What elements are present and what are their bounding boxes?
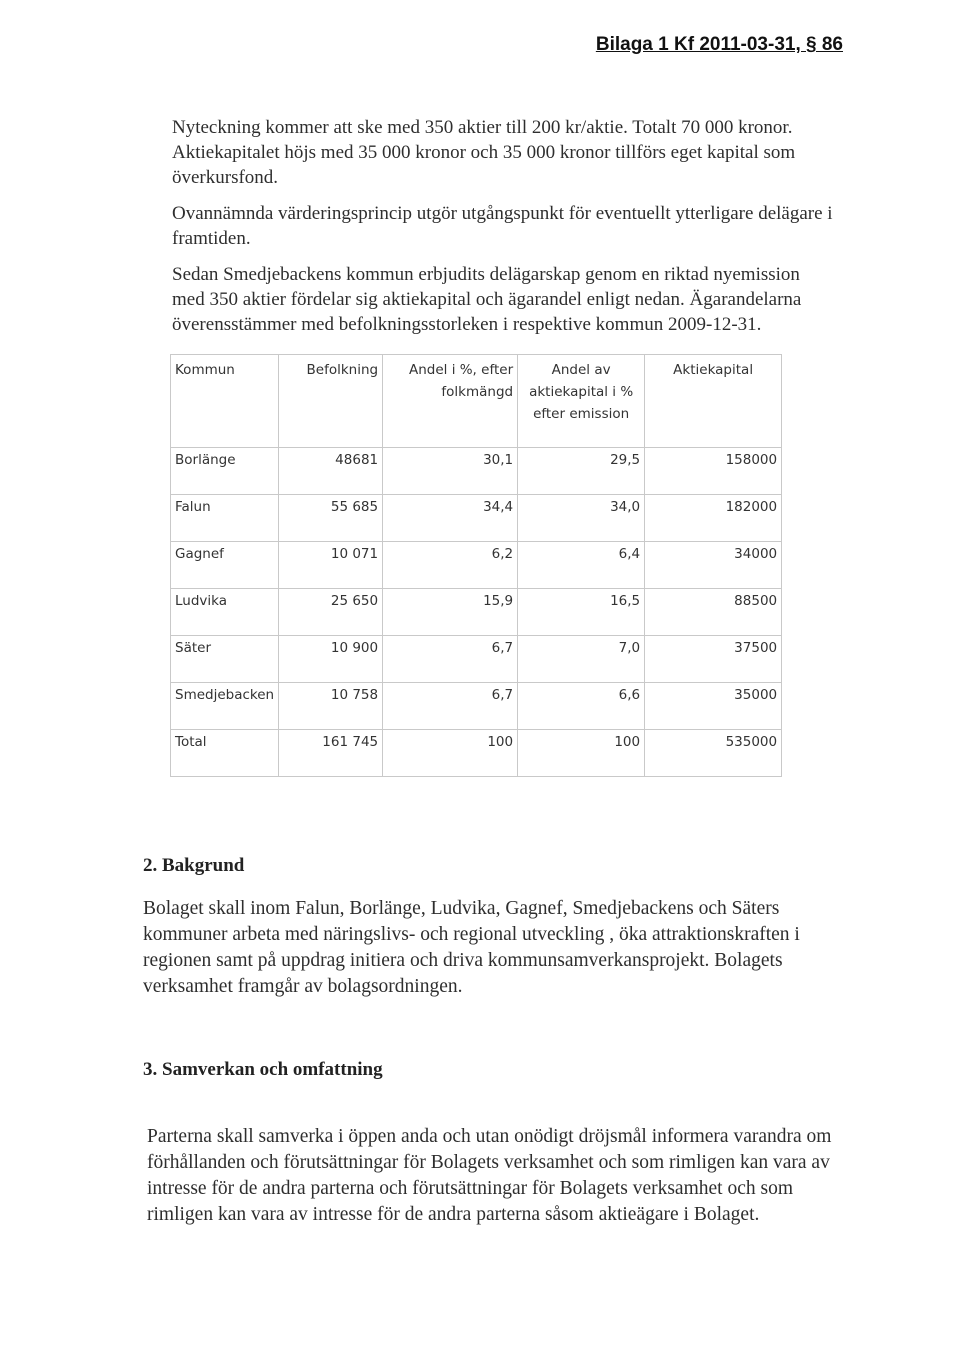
header-line: folkmängd [441, 384, 514, 400]
cell-andel-folkmangd: 6,7 [383, 636, 518, 683]
text-line: överkursfond. [172, 167, 279, 188]
cell-aktiekapital: 535000 [645, 730, 782, 777]
column-header-kommun: Kommun [171, 355, 279, 448]
cell-kommun: Total [171, 730, 279, 777]
text-line: överensstämmer med befolkningsstorleken i respektive kommun 2009-12-31. [172, 314, 762, 335]
column-header-andel-aktiekapital [518, 355, 645, 448]
text-line: med 350 aktier fördelar sig aktiekapital och ägarandel enligt nedan. Ägarandelarna [172, 289, 802, 310]
paragraph-samverkan [147, 1124, 831, 1228]
cell-andel-folkmangd: 6,2 [383, 542, 518, 589]
cell-andel-aktiekapital: 100 [518, 730, 645, 777]
cell-befolkning: 25 650 [279, 589, 383, 636]
table-row [171, 495, 782, 542]
cell-andel-folkmangd: 34,4 [383, 495, 518, 542]
cell-befolkning: 10 071 [279, 542, 383, 589]
cell-kommun: Falun [171, 495, 279, 542]
text-line: verksamhet framgår av bolagsordningen. [143, 976, 463, 997]
column-header-befolkning: Befolkning [279, 355, 383, 448]
text-line: Aktiekapitalet höjs med 35 000 kronor och 35 000 kronor tillförs eget kapital som [172, 142, 796, 163]
column-header-aktiekapital: Aktiekapital [645, 355, 782, 448]
cell-befolkning: 55 685 [279, 495, 383, 542]
cell-andel-aktiekapital: 7,0 [518, 636, 645, 683]
text-line: regionen samt på uppdrag initiera och driva kommunsamverkansprojekt. Bolagets [143, 950, 783, 971]
text-line: rimligen kan vara av intresse för de andra parterna såsom aktieägare i Bolaget. [147, 1204, 760, 1225]
paragraph-bakgrund [143, 896, 800, 1000]
text-line: intresse för de andra parterna och förutsättningar för Bolagets verksamhet och som [147, 1178, 793, 1199]
table-header-row [171, 355, 782, 448]
table-row [171, 683, 782, 730]
cell-befolkning: 48681 [279, 448, 383, 495]
section-heading-samverkan: 3. Samverkan och omfattning [143, 1059, 383, 1080]
cell-befolkning: 10 758 [279, 683, 383, 730]
cell-andel-folkmangd: 15,9 [383, 589, 518, 636]
cell-aktiekapital: 158000 [645, 448, 782, 495]
text-line: Sedan Smedjebackens kommun erbjudits delägarskap genom en riktad nyemission [172, 264, 800, 285]
cell-andel-folkmangd: 100 [383, 730, 518, 777]
table-row [171, 448, 782, 495]
cell-andel-aktiekapital: 29,5 [518, 448, 645, 495]
section-heading-bakgrund: 2. Bakgrund [143, 855, 245, 876]
cell-andel-folkmangd: 30,1 [383, 448, 518, 495]
column-header-andel-folkmangd [383, 355, 518, 448]
text-line: Nyteckning kommer att ske med 350 aktier till 200 kr/aktie. Totalt 70 000 kronor. [172, 117, 793, 138]
cell-andel-aktiekapital: 6,6 [518, 683, 645, 730]
text-line: kommuner arbeta med näringslivs- och regional utveckling , öka attraktionskraften i [143, 924, 800, 945]
paragraph-varderingsprincip [172, 201, 833, 251]
document-header: Bilaga 1 Kf 2011-03-31, § 86 [595, 34, 843, 55]
table-row-total [171, 730, 782, 777]
cell-kommun: Gagnef [171, 542, 279, 589]
cell-kommun: Borlänge [171, 448, 279, 495]
cell-andel-folkmangd: 6,7 [383, 683, 518, 730]
header-line: efter emission [533, 406, 630, 422]
header-line: Andel av [551, 362, 611, 378]
cell-kommun: Säter [171, 636, 279, 683]
cell-kommun: Smedjebacken [171, 683, 279, 730]
cell-andel-aktiekapital: 6,4 [518, 542, 645, 589]
text-line: Bolaget skall inom Falun, Borlänge, Ludvika, Gagnef, Smedjebackens och Säters [143, 898, 780, 919]
cell-aktiekapital: 37500 [645, 636, 782, 683]
table-row [171, 542, 782, 589]
header-line: Andel i %, efter [408, 362, 514, 378]
text-line: Parterna skall samverka i öppen anda och utan onödigt dröjsmål informera varandra om [147, 1126, 832, 1147]
text-line: framtiden. [172, 228, 251, 249]
cell-aktiekapital: 34000 [645, 542, 782, 589]
paragraph-nyteckning [172, 115, 795, 190]
cell-befolkning: 161 745 [279, 730, 383, 777]
ownership-table [170, 354, 782, 777]
text-line: förhållanden och förutsättningar för Bolagets verksamhet och som rimligen kan vara av [147, 1152, 830, 1173]
text-line: Ovannämnda värderingsprincip utgör utgångspunkt för eventuellt ytterligare delägare i [172, 203, 833, 224]
cell-befolkning: 10 900 [279, 636, 383, 683]
cell-aktiekapital: 182000 [645, 495, 782, 542]
table-row [171, 589, 782, 636]
cell-andel-aktiekapital: 16,5 [518, 589, 645, 636]
paragraph-nyemission [172, 262, 801, 337]
cell-andel-aktiekapital: 34,0 [518, 495, 645, 542]
cell-aktiekapital: 88500 [645, 589, 782, 636]
cell-aktiekapital: 35000 [645, 683, 782, 730]
header-line: aktiekapital i % [529, 384, 634, 400]
table-row [171, 636, 782, 683]
cell-kommun: Ludvika [171, 589, 279, 636]
